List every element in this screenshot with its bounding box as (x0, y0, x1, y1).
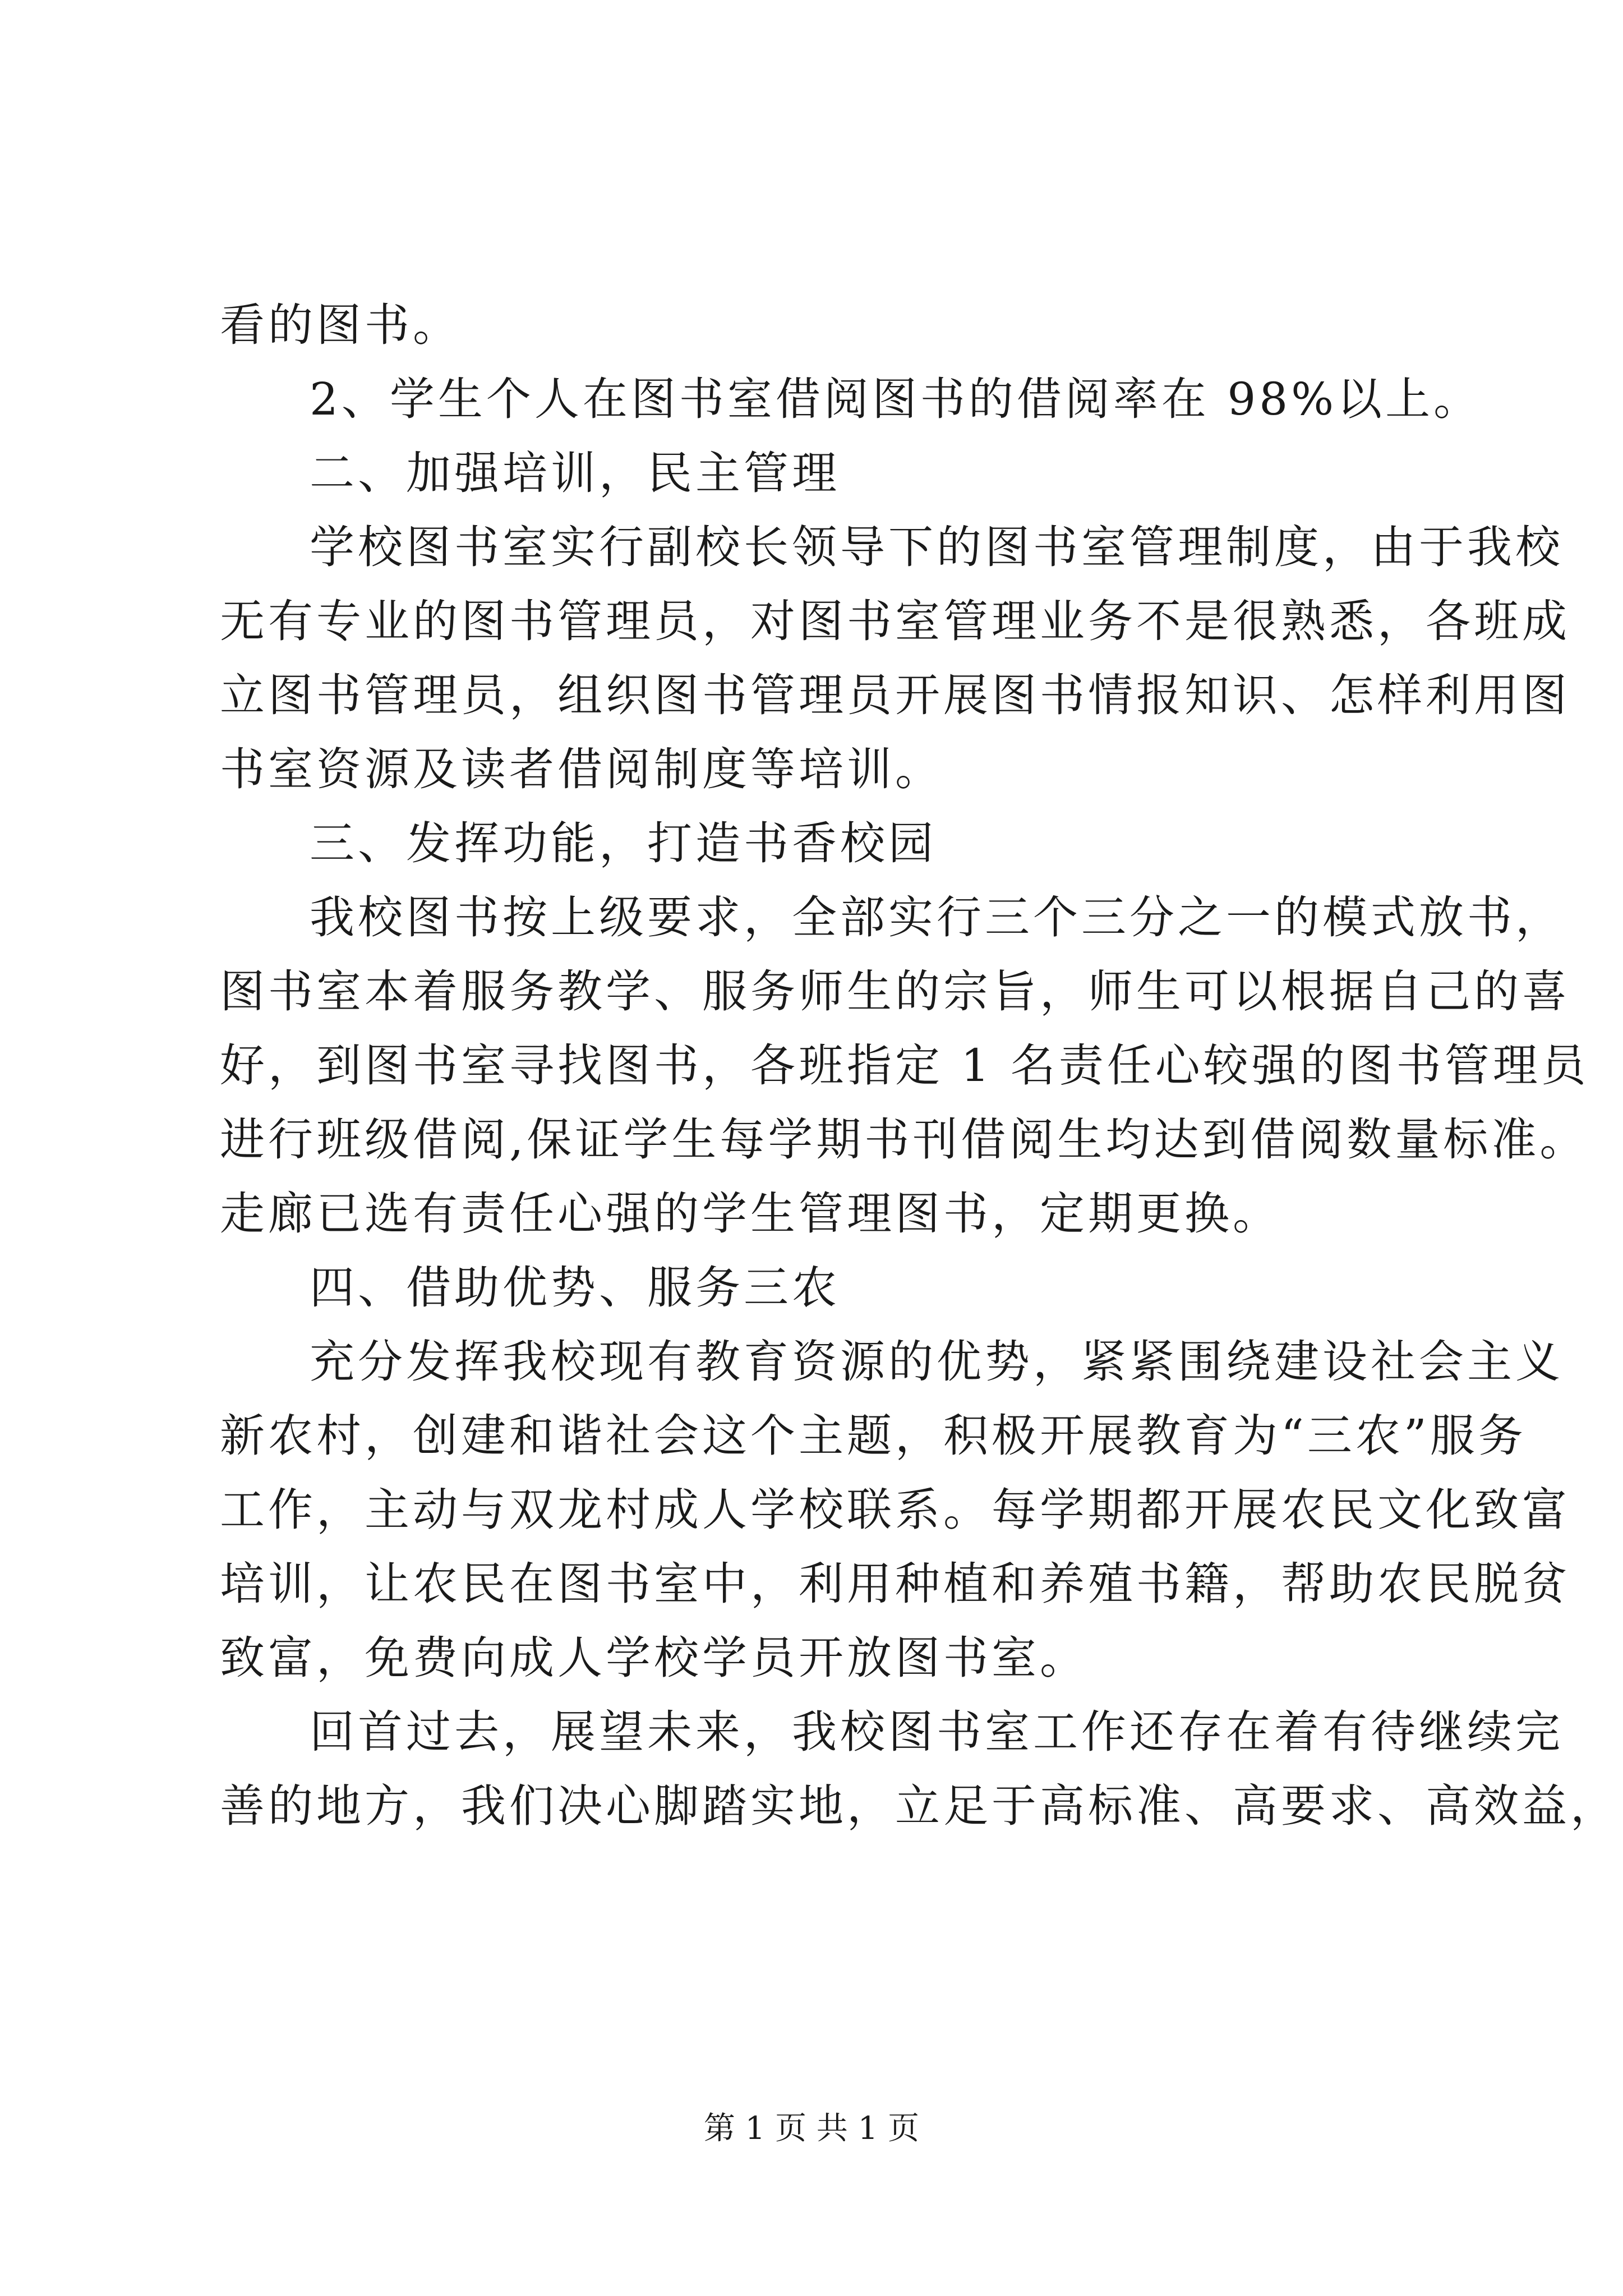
paragraph-line: 充分发挥我校现有教育资源的优势，紧紧围绕建设社会主义 (310, 1336, 1564, 1388)
paragraph-line: 走廊已选有责任心强的学生管理图书，定期更换。 (220, 1188, 1281, 1240)
paragraph-line: 致富，免费向成人学校学员开放图书室。 (220, 1632, 1088, 1684)
section-heading-3: 三、发挥功能，打造书香校园 (310, 817, 937, 869)
paragraph-line: 立图书管理员，组织图书管理员开展图书情报知识、怎样利用图 (220, 669, 1570, 721)
section-heading-2: 二、加强培训，民主管理 (310, 447, 840, 499)
paragraph-line: 工作，主动与双龙村成人学校联系。每学期都开展农民文化致富 (220, 1484, 1570, 1536)
paragraph-line: 培训，让农民在图书室中，利用种植和养殖书籍，帮助农民脱贫 (220, 1558, 1570, 1610)
paragraph-line: 图书室本着服务教学、服务师生的宗旨，师生可以根据自己的喜 (220, 965, 1570, 1018)
paragraph-line: 学校图书室实行副校长领导下的图书室管理制度，由于我校 (310, 521, 1564, 573)
paragraph-line: 无有专业的图书管理员，对图书室管理业务不是很熟悉，各班成 (220, 595, 1570, 647)
paragraph-line: 我校图书按上级要求，全部实行三个三分之一的模式放书， (310, 891, 1564, 944)
paragraph-line: 回首过去，展望未来，我校图书室工作还存在着有待继续完 (310, 1706, 1564, 1758)
paragraph-line: 善的地方，我们决心脚踏实地，立足于高标准、高要求、高效益， (220, 1780, 1619, 1832)
text-line-1: 看的图书。 (220, 299, 461, 351)
paragraph-line: 新农村，创建和谐社会这个主题，积极开展教育为“三农”服务 (220, 1410, 1527, 1462)
paragraph-line: 好，到图书室寻找图书，各班指定 1 名责任心较强的图书管理员 (220, 1039, 1589, 1092)
paragraph-line: 书室资源及读者借阅制度等培训。 (220, 743, 943, 795)
paragraph-line: 进行班级借阅,保证学生每学期书刊借阅生均达到借阅数量标准。 (220, 1114, 1588, 1166)
page-number-footer: 第 1 页 共 1 页 (703, 2110, 920, 2147)
list-item-2: 2、学生个人在图书室借阅图书的借阅率在 98%以上。 (310, 373, 1482, 425)
section-heading-4: 四、借助优势、服务三农 (310, 1262, 840, 1314)
